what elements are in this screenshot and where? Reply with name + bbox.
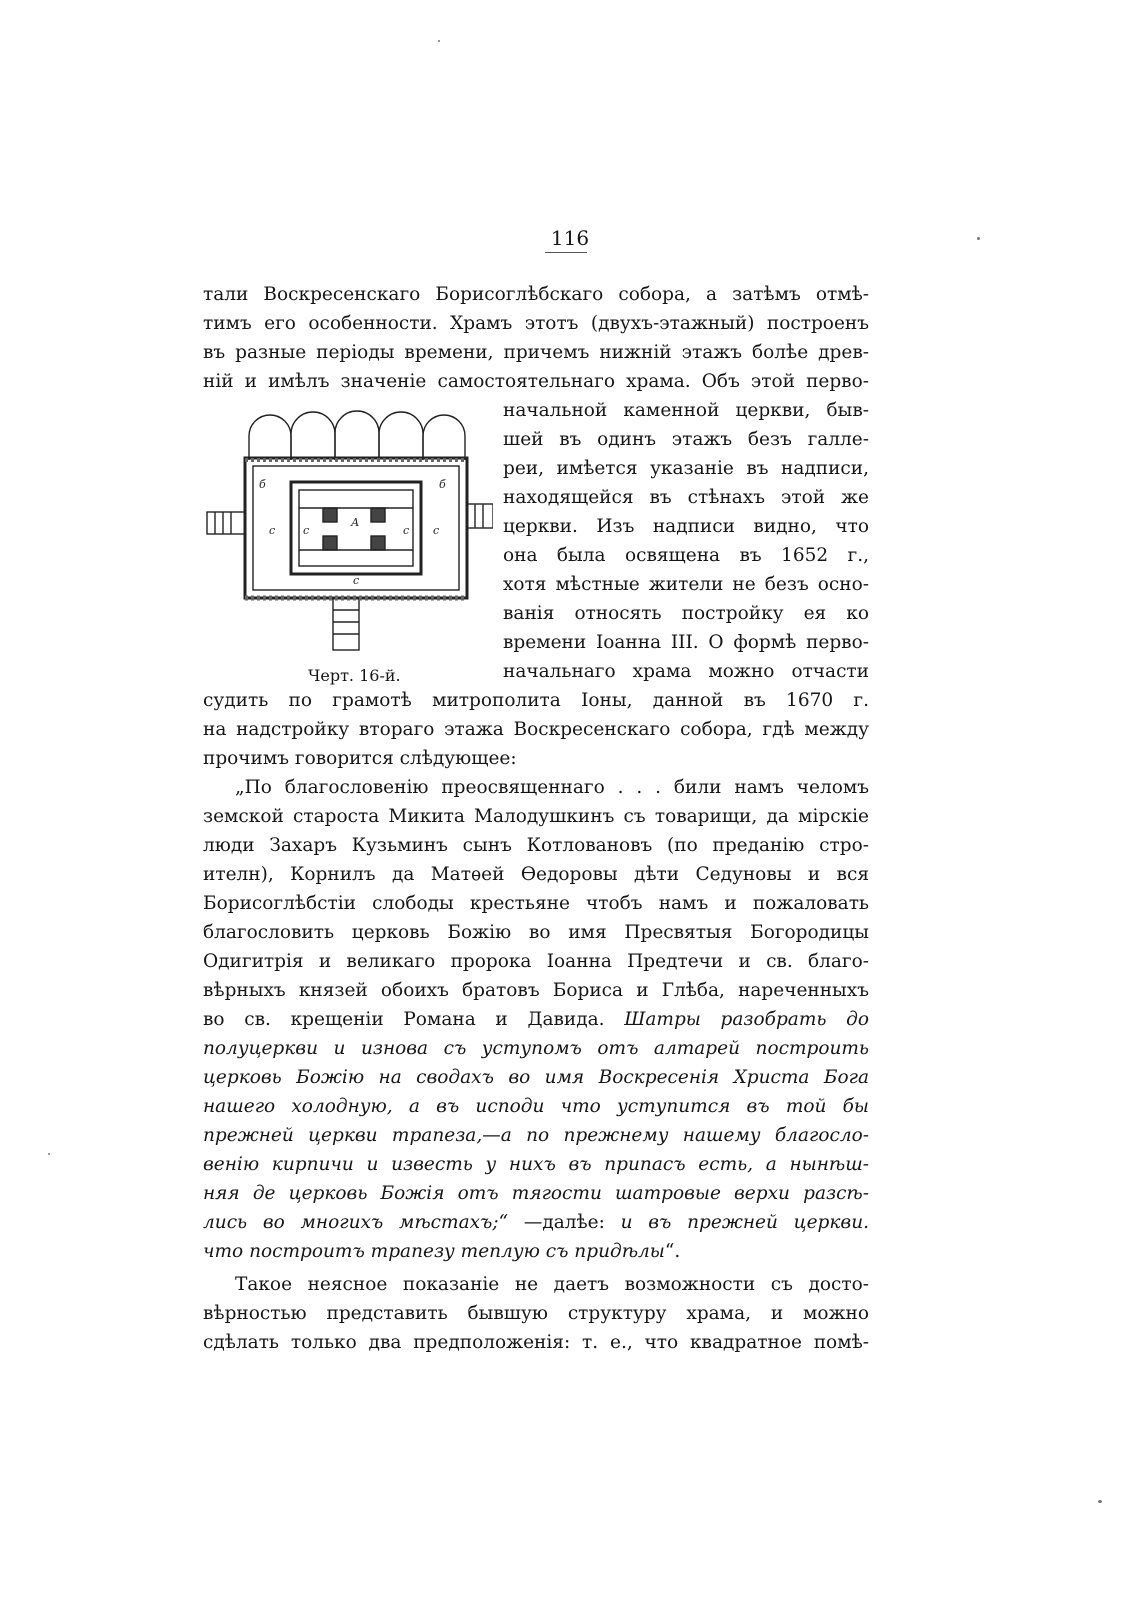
quote-italic-segment: и въ прежней церкви. (620, 1212, 869, 1233)
plan-label: А (351, 516, 360, 529)
plan-label: с (269, 524, 276, 537)
plan-label: с (303, 524, 310, 537)
plan-label: с (433, 524, 440, 537)
scan-speck (48, 1153, 50, 1155)
plan-label: б (259, 478, 266, 491)
body-text (203, 280, 869, 1357)
quote-line: Борисоглѣбстіи слободы крестьяне чтобъ намъ и пожаловать (203, 893, 869, 914)
plan-label: с (403, 524, 410, 537)
scan-speck (438, 40, 440, 42)
text-line: ванія относять постройку ея ко (503, 603, 869, 624)
quote-italic-segment: Шатры разобрать до (624, 1009, 869, 1030)
text-line: прочимъ говорится слѣдующее: (203, 748, 517, 769)
text-line: начальной каменной церкви, быв- (503, 400, 869, 421)
quote-segment: во св. крещеніи Романа и Давида. (203, 1009, 605, 1030)
page-number (0, 226, 1140, 250)
scan-speck (1098, 1500, 1102, 1503)
text-line: шей въ одинъ этажъ безъ галле- (503, 429, 869, 450)
text-line: на надстройку втораго этажа Воскресенскаго собора, гдѣ между (203, 719, 869, 740)
quote-line (203, 1005, 869, 1034)
quote-italic-segment: что построитъ трапезу теплую съ придѣлы (203, 1241, 665, 1262)
scan-speck (977, 237, 980, 240)
quote-line: вѣрныхъ князей обоихъ братовъ Бориса и Глѣба, нареченныхъ (203, 980, 869, 1001)
quote-line (203, 1208, 869, 1237)
quote-italic-line: нашего холодную, а въ исподи что уступится въ той бы (203, 1096, 869, 1117)
text-line: начальнаго храма можно отчасти (503, 661, 869, 682)
text-line: она была освящена въ 1652 г., (503, 545, 869, 566)
text-line: церкви. Изъ надписи видно, что (503, 516, 869, 537)
plan-label: с (353, 574, 360, 587)
quote-segment: —далѣе: (523, 1212, 605, 1233)
text-line: находящейся въ стѣнахъ этой же (503, 487, 869, 508)
quote-line: ителн), Корнилъ да Матѳей Ѳедоровы дѣти Седуновы и вся (203, 864, 869, 885)
quote-line: земской староста Микита Малодушкинъ съ товарищи, да мірскіе (203, 806, 869, 827)
text-line: сдѣлать только два предположенія: т. е., что квадратное помѣ- (203, 1332, 869, 1353)
quote-italic-line: венію кирпичи и известь у нихъ въ припасъ есть, а нынѣш- (203, 1154, 869, 1175)
plan-label: б (439, 478, 446, 491)
text-line: ній и имѣлъ значеніе самостоятельнаго храма. Объ этой перво- (203, 371, 869, 392)
quote-line: Одигитрія и великаго пророка Іоанна Предтечи и св. благо- (203, 951, 869, 972)
quote-italic-line: прежней церкви трапеза,—а по прежнему нашему благосло- (203, 1125, 869, 1146)
quote-line: благословить церковь Божію во имя Пресвятыя Богородицы (203, 922, 869, 943)
quote-line: люди Захаръ Кузьминъ сынъ Котловановъ (по преданію стро- (203, 835, 869, 856)
text-line: тали Воскресенскаго Борисоглѣбскаго собора, а затѣмъ отмѣ- (203, 284, 869, 305)
text-line: въ разные періоды времени, причемъ нижній этажъ болѣе древ- (203, 342, 869, 363)
page-number-rule (545, 252, 587, 253)
page-number-text: 116 (550, 226, 590, 250)
quote-italic-line: няя де церковь Божія отъ тягости шатровые верхи разсѣ- (203, 1183, 869, 1204)
text-line: хотя мѣстные жители не безъ осно- (503, 574, 869, 595)
quote-line: „По благословенію преосвященнаго . . . били намъ челомъ (235, 777, 869, 798)
text-line: судить по грамотѣ митрополита Іоны, данной въ 1670 г. (203, 690, 869, 711)
quote-italic-segment: лись во многихъ мѣстахъ;“ (203, 1212, 509, 1233)
text-line: Такое неясное показаніе не даетъ возможности съ досто- (235, 1274, 869, 1295)
text-line: тимъ его особенности. Храмъ этотъ (двухъ-этажный) построенъ (203, 313, 869, 334)
quote-line (203, 1237, 869, 1266)
text-line: реи, имѣется указаніе въ надписи, (503, 458, 869, 479)
text-line: вѣрностью представить бывшую структуру храма, и можно (203, 1303, 869, 1324)
text-line: времени Іоанна III. О формѣ перво- (503, 632, 869, 653)
quote-italic-line: церковь Божію на сводахъ во имя Воскресенія Христа Бога (203, 1067, 869, 1088)
quote-italic-line: полуцеркви и изнова съ уступомъ отъ алтарей построить (203, 1038, 869, 1059)
figure-caption: Черт. 16-й. (308, 666, 401, 685)
quote-segment: “. (664, 1241, 681, 1262)
